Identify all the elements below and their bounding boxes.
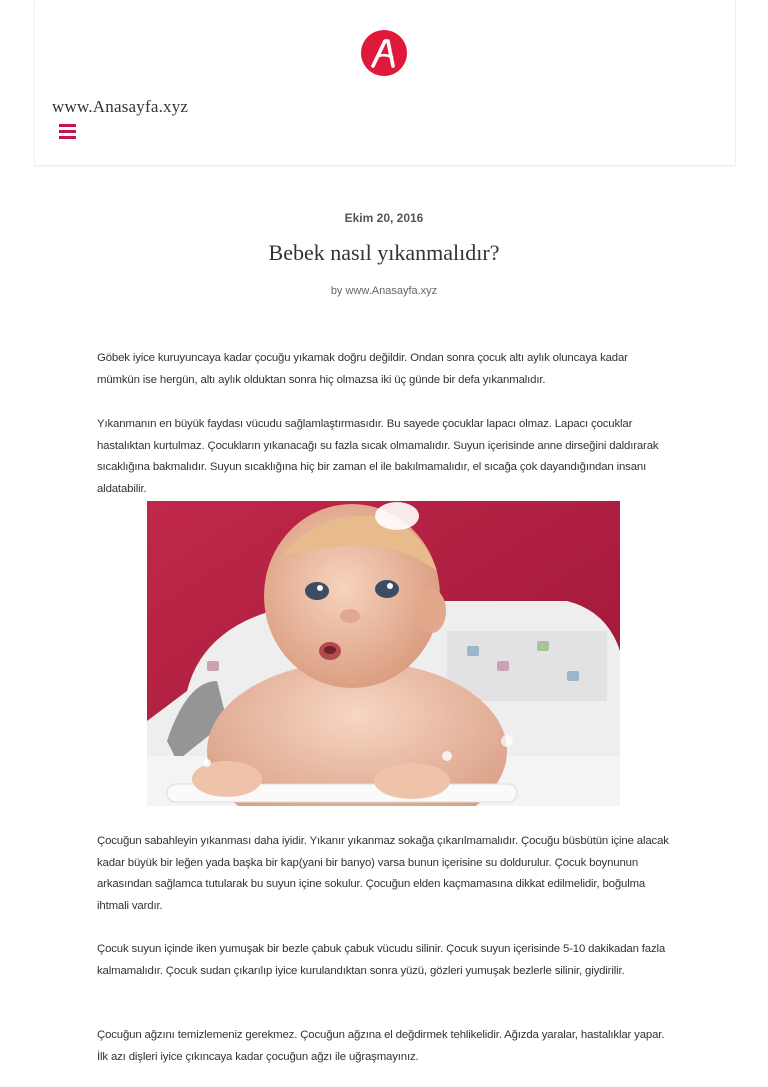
paragraph-2: Yıkanmanın en büyük faydası vücudu sağlamlaştırmasıdır. Bu sayede çocuklar lapacı olmaz. Lapacı çocuklar hastalıktan kurtulmaz. Çocukların yıkanacağı su fazla sıcak olmamalıdır. Suyun içerisinde anne dirseğini daldırarak sıcaklığına bakmalıdır. Suyun sıcaklığına hiç bir zaman el ile bakılmamalıdır, el sıcağa çok dayandığından insanı aldatabilir.: [97, 418, 659, 495]
site-name[interactable]: www.Anasayfa.xyz: [52, 97, 189, 116]
paragraph-4: Çocuk suyun içinde iken yumuşak bir bezle çabuk çabuk vücudu silinir. Çocuk suyun içerisinde 5-10 dakikadan fazla kalmamalıdır. Çocuk sudan çıkarılıp iyice kurulandıktan sonra yüzü, gözleri yumuşak bezlerle silinir, giydirilir.: [97, 943, 666, 977]
site-header: [34, 0, 736, 166]
post-date: Ekim 20, 2016: [344, 211, 424, 225]
paragraph-3: Çocuğun sabahleyin yıkanması daha iyidir. Yıkanır yıkanmaz sokağa çıkarılmamalıdır. Çocuğu büsbütün içine alacak kadar büyük bir leğen yada başka bir kap(yani bir banyo) varsa bunun içerisine su doldurulur. Çocuk boynunun arkasından sağlamca tutularak bu suyun içine sokulur. Çocuğun elden kaçmamasına dikkat edilmelidir, boğulma ihtmali vardır.: [97, 835, 669, 912]
article-image-baby-bath: [147, 501, 620, 806]
post-title: Bebek nasıl yıkanmalıdır?: [268, 240, 500, 265]
paragraph-1: Göbek iyice kuruyuncaya kadar çocuğu yıkamak doğru değildir. Ondan sonra çocuk altı aylık oluncaya kadar mümkün ise hergün, altı aylık olduktan sonra hiç olmazsa iki üç günde bir defa yıkanmalıdır.: [97, 352, 628, 386]
post-author[interactable]: by www.Anasayfa.xyz: [330, 285, 438, 297]
hamburger-menu-icon[interactable]: [59, 124, 76, 140]
paragraph-5: Çocuğun ağzını temizlemeniz gerekmez. Çocuğun ağzına el değdirmek tehlikelidir. Ağızda yaralar, hastalıklar yapar. İlk azı dişleri iyice çıkıncaya kadar çocuğun ağzı ile uğraşmayınız.: [97, 1029, 665, 1063]
site-logo[interactable]: [361, 30, 407, 76]
letter-a-logo-icon: [369, 37, 399, 69]
